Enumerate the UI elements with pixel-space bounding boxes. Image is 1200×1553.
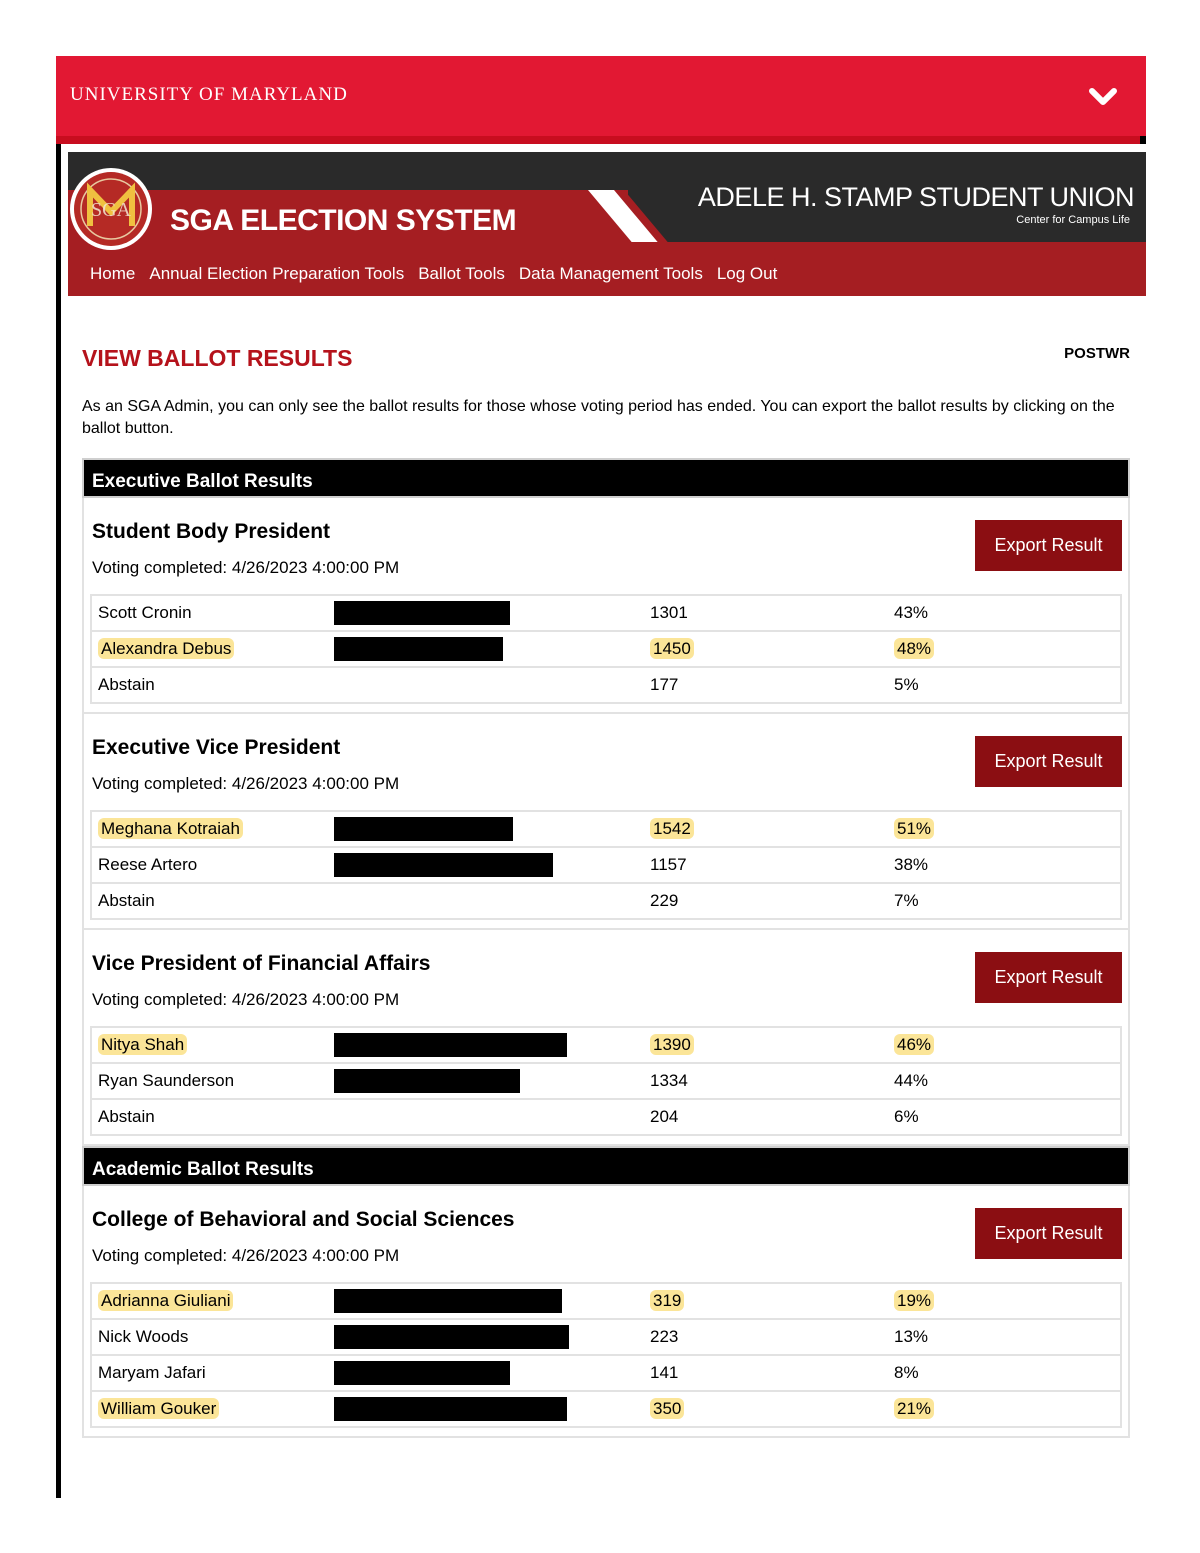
vote-percent: 19% [894,1290,934,1311]
vote-bar-cell [334,1319,642,1355]
vote-count: 1157 [650,855,687,874]
sga-seal-icon [68,166,154,252]
vote-count-cell [642,1099,888,1135]
candidate-name: William Gouker [98,1398,219,1419]
vote-count: 177 [650,675,679,694]
vote-bar [334,1289,562,1313]
candidate-name: Ryan Saunderson [98,1071,235,1090]
vote-count-cell [642,631,888,667]
export-result-button[interactable]: Export Result [975,520,1122,571]
vote-bar-cell [334,883,642,919]
candidate-name-cell [91,667,334,703]
umd-header-bar [56,56,1146,136]
vote-percent-cell [888,847,1121,883]
vote-count-cell [642,1319,888,1355]
vote-count-cell [642,595,888,631]
vote-bar-cell [334,631,642,667]
vote-count: 1334 [650,1071,688,1090]
candidate-row [91,1283,1121,1319]
candidate-name-cell [91,1319,334,1355]
candidate-name: Reese Artero [98,855,198,874]
candidate-name: Nitya Shah [98,1034,187,1055]
union-title: ADELE H. STAMP STUDENT UNION [697,182,1134,212]
union-subtitle: Center for Campus Life [1016,214,1130,226]
vote-count: 319 [650,1290,684,1311]
ballot-title: Vice President of Financial Affairs [92,952,431,975]
candidate-name-cell [91,1063,334,1099]
candidate-name-cell [91,811,334,847]
header-underline [56,136,1146,144]
candidate-name-cell [91,1027,334,1063]
vote-count-cell [642,1027,888,1063]
candidate-name: Alexandra Debus [98,638,234,659]
left-border [56,144,61,1498]
sga-banner [68,152,1146,296]
vote-percent: 48% [894,638,934,659]
vote-bar [334,1033,567,1057]
vote-count: 1450 [650,638,694,659]
vote-count-cell [642,883,888,919]
candidate-table [90,810,1122,920]
vote-percent: 5% [894,675,919,694]
vote-bar-cell [334,667,642,703]
candidate-name-cell [91,631,334,667]
candidate-name-cell [91,883,334,919]
vote-percent: 13% [894,1327,929,1346]
candidate-name: Meghana Kotraiah [98,818,243,839]
candidate-table [90,1026,1122,1136]
nav-data-management-tools[interactable]: Data Management Tools [518,264,703,283]
vote-bar-cell [334,1063,642,1099]
vote-bar [334,637,503,661]
export-result-button[interactable]: Export Result [975,952,1122,1003]
vote-percent: 38% [894,855,929,874]
candidate-name: Abstain [98,675,155,694]
vote-count-cell [642,1391,888,1427]
vote-bar [334,817,513,841]
vote-bar [334,1397,567,1421]
vote-percent: 6% [894,1107,919,1126]
vote-bar-cell [334,811,642,847]
vote-count-cell [642,1283,888,1319]
vote-count: 229 [650,891,679,910]
nav-log-out[interactable]: Log Out [716,264,778,283]
candidate-row [91,847,1121,883]
candidate-name: Maryam Jafari [98,1363,206,1382]
chevron-down-icon[interactable] [1088,86,1118,108]
vote-percent: 21% [894,1398,934,1419]
candidate-name-cell [91,1355,334,1391]
vote-bar-cell [334,1027,642,1063]
vote-bar-cell [334,595,642,631]
system-title: SGA ELECTION SYSTEM [170,204,517,237]
page-title: VIEW BALLOT RESULTS [82,345,353,371]
candidate-row [91,1355,1121,1391]
candidate-name-cell [91,847,334,883]
voting-completed-text: Voting completed: 4/26/2023 4:00:00 PM [92,990,400,1009]
vote-count: 223 [650,1327,679,1346]
vote-count: 1542 [650,818,694,839]
vote-percent-cell [888,1027,1121,1063]
ballot-card [82,714,1130,930]
candidate-row [91,1319,1121,1355]
ballot-card [82,498,1130,714]
vote-percent: 46% [894,1034,934,1055]
vote-percent: 8% [894,1363,919,1382]
vote-count-cell [642,811,888,847]
university-title: UNIVERSITY OF MARYLAND [70,84,348,105]
candidate-table [90,1282,1122,1428]
vote-bar [334,1069,520,1093]
export-result-button[interactable]: Export Result [975,1208,1122,1259]
vote-count: 204 [650,1107,679,1126]
vote-count: 141 [650,1363,679,1382]
vote-percent-cell [888,1391,1121,1427]
voting-completed-text: Voting completed: 4/26/2023 4:00:00 PM [92,774,400,793]
vote-count-cell [642,847,888,883]
voting-completed-text: Voting completed: 4/26/2023 4:00:00 PM [92,558,400,577]
svg-text:SGA: SGA [90,199,132,221]
vote-bar-cell [334,1391,642,1427]
vote-bar [334,1325,569,1349]
candidate-row [91,667,1121,703]
candidate-row [91,1391,1121,1427]
section-header: Executive Ballot Results [82,458,1130,498]
candidate-row [91,595,1121,631]
vote-count-cell [642,667,888,703]
vote-percent: 44% [894,1071,929,1090]
candidate-name-cell [91,1099,334,1135]
ballot-card [82,1186,1130,1438]
candidate-name: Scott Cronin [98,603,192,622]
vote-percent-cell [888,595,1121,631]
results-container [82,458,1130,1438]
vote-bar-cell [334,847,642,883]
candidate-row [91,1099,1121,1135]
candidate-name-cell [91,595,334,631]
vote-percent-cell [888,631,1121,667]
vote-count: 1301 [650,603,688,622]
vote-percent: 43% [894,603,929,622]
main-nav [90,264,777,284]
vote-percent-cell [888,811,1121,847]
vote-percent-cell [888,1283,1121,1319]
candidate-row [91,883,1121,919]
vote-count: 1390 [650,1034,694,1055]
vote-bar-cell [334,1283,642,1319]
candidate-row [91,1063,1121,1099]
candidate-table [90,594,1122,704]
vote-percent-cell [888,1063,1121,1099]
candidate-name-cell [91,1391,334,1427]
vote-bar-cell [334,1355,642,1391]
vote-bar [334,601,510,625]
user-code: POSTWR [1064,345,1130,362]
nav-annual-election-preparation-tools[interactable]: Annual Election Preparation Tools [149,264,405,283]
ballot-card [82,930,1130,1146]
vote-bar [334,853,553,877]
ballot-title: College of Behavioral and Social Sciences [92,1208,515,1231]
vote-percent-cell [888,883,1121,919]
candidate-name: Abstain [98,1107,155,1126]
export-result-button[interactable]: Export Result [975,736,1122,787]
vote-count-cell [642,1063,888,1099]
candidate-row [91,1027,1121,1063]
vote-percent-cell [888,1319,1121,1355]
vote-percent-cell [888,1099,1121,1135]
vote-percent: 51% [894,818,934,839]
intro-text: As an SGA Admin, you can only see the ballot results for those whose voting period has ended. You can export the ballot results by clicking on the ballot button. [82,398,1115,437]
vote-count: 350 [650,1398,684,1419]
candidate-name: Nick Woods [98,1327,189,1346]
nav-home[interactable]: Home [90,264,136,283]
vote-percent: 7% [894,891,919,910]
candidate-name-cell [91,1283,334,1319]
candidate-name: Abstain [98,891,155,910]
vote-count-cell [642,1355,888,1391]
ballot-title: Executive Vice President [92,736,341,759]
candidate-name: Adrianna Giuliani [98,1290,233,1311]
ballot-title: Student Body President [92,520,331,543]
candidate-row [91,631,1121,667]
vote-bar [334,1361,510,1385]
vote-percent-cell [888,1355,1121,1391]
candidate-row [91,811,1121,847]
nav-ballot-tools[interactable]: Ballot Tools [418,264,505,283]
section-header: Academic Ballot Results [82,1146,1130,1186]
vote-bar-cell [334,1099,642,1135]
vote-percent-cell [888,667,1121,703]
voting-completed-text: Voting completed: 4/26/2023 4:00:00 PM [92,1246,400,1265]
